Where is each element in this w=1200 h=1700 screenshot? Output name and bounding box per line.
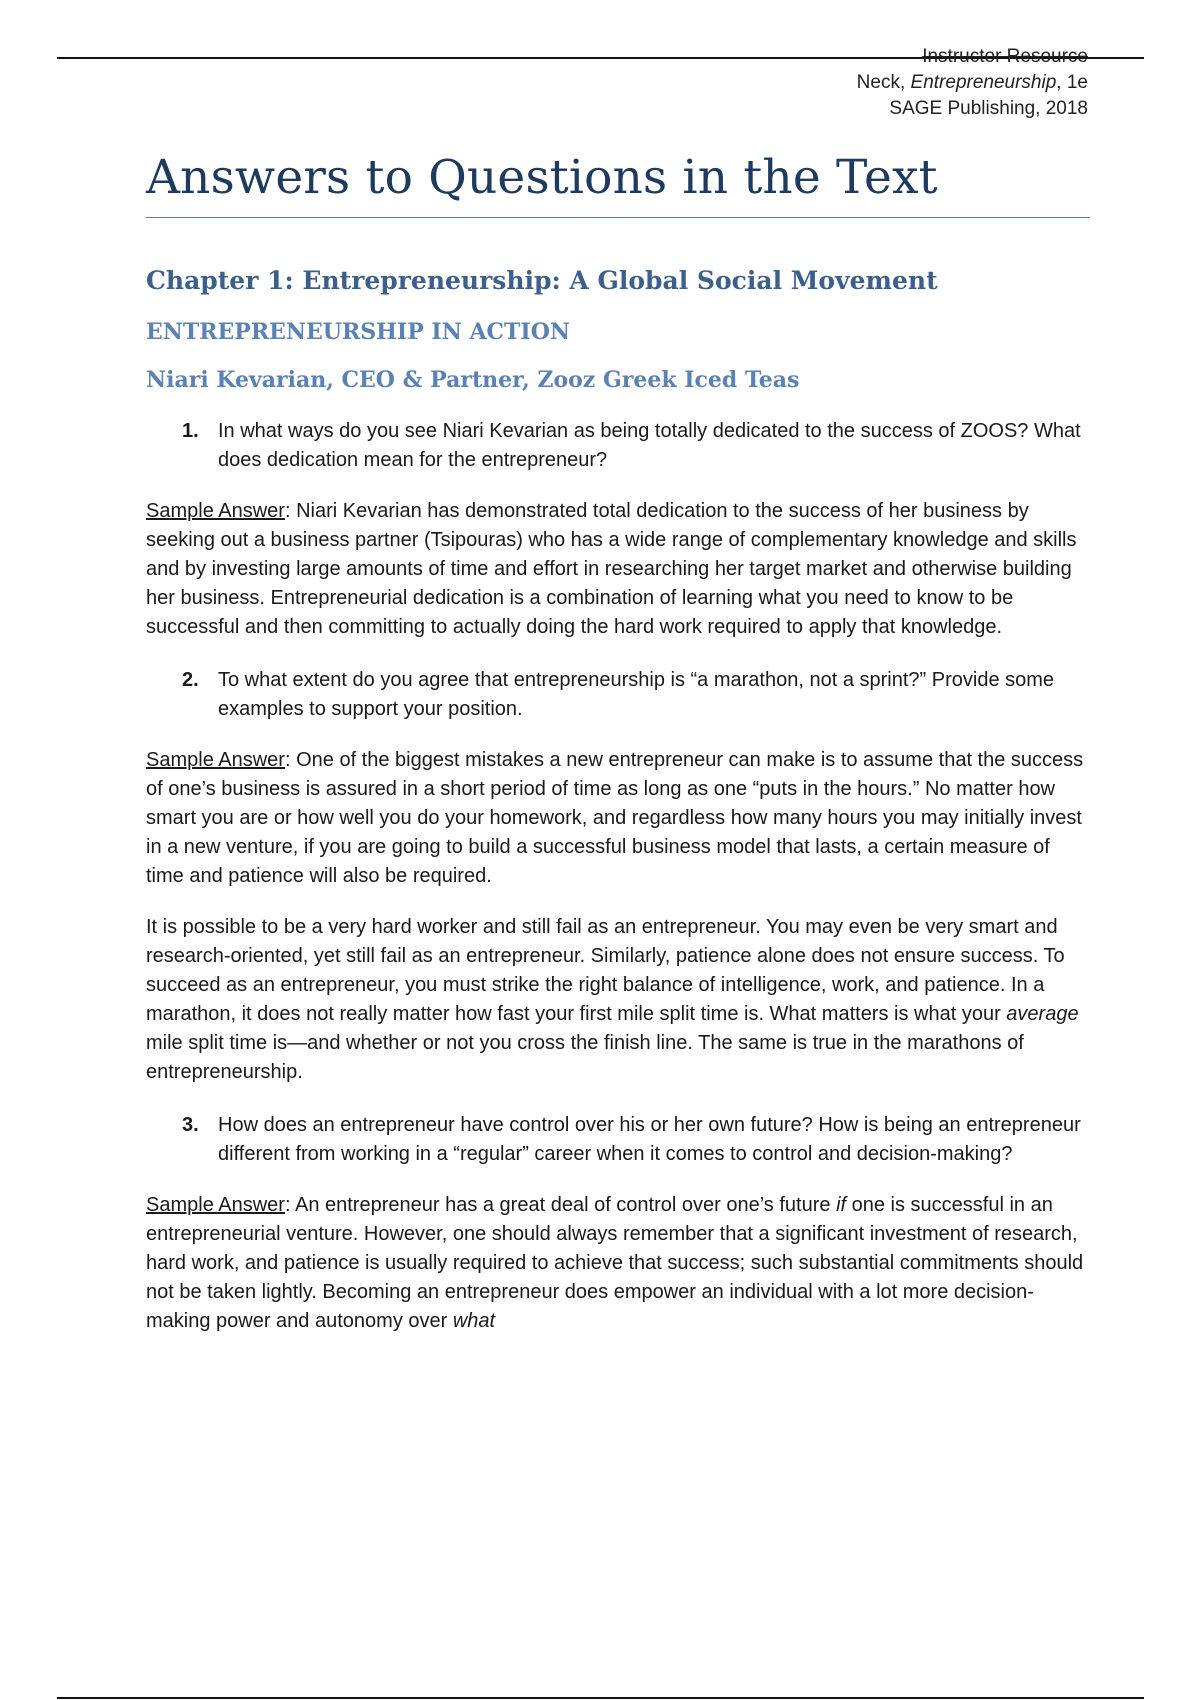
sample-answer-label: Sample Answer (146, 500, 285, 522)
question-number: 3. (182, 1114, 199, 1136)
question-text: To what extent do you agree that entrepreneurship is “a marathon, not a sprint?” Provide some examples to support your position. (218, 669, 1055, 720)
answer-text: : One of the biggest mistakes a new entrepreneur can make is to assume that the success of one’s business is assured in a short period of time as long as one “puts in the hours.” No matter how smart you are or how well you do your homework, and regardless how many hours you may initially invest in a new venture, if you are going to build a successful business model that lasts, a certain measure of time and patience will also be required. (146, 749, 1084, 887)
sample-answer-label: Sample Answer (146, 1194, 285, 1216)
emphasis-what: what (452, 1310, 496, 1332)
subsection-heading: Niari Kevarian, CEO & Partner, Zooz Greek Iced Teas (146, 367, 800, 393)
answer-1 (146, 497, 1090, 642)
question-number: 2. (182, 669, 199, 691)
answer-3: Sample Answer: An entrepreneur has a great deal of control over one’s future if one is successful in an entrepreneurial venture. However, one should always remember that a significant investment of research, hard work, and patience is usually required to achieve that success; such substantial commitments should not be taken lightly. Becoming an entrepreneur does empower an individual with a lot more decision-making power and autonomy over what (146, 1194, 1084, 1332)
question-text: How does an entrepreneur have control over his or her own future? How is being an entrepreneur different from working in a “regular” career when it comes to control and decision-making? (218, 1114, 1081, 1165)
emphasis-if: if (836, 1194, 847, 1216)
chapter-heading: Chapter 1: Entrepreneurship: A Global Social Movement (146, 266, 938, 295)
document-body (146, 150, 1090, 1336)
header-book-citation: Neck, Entrepreneurship, 1e (856, 72, 1088, 93)
page-title: Answers to Questions in the Text (146, 150, 1090, 218)
header-instructor-resource: Instructor Resource (922, 46, 1088, 67)
header-publisher: SAGE Publishing, 2018 (889, 98, 1088, 119)
answer-2 (146, 746, 1090, 891)
footer-rule (57, 1697, 1144, 1699)
question-text: In what ways do you see Niari Kevarian as being totally dedicated to the success of ZOOS? What does dedication mean for the entrepreneur? (218, 420, 1081, 471)
question-2 (146, 666, 1090, 724)
section-heading: ENTREPRENEURSHIP IN ACTION (146, 319, 570, 345)
answer-2-continued: It is possible to be a very hard worker and still fail as an entrepreneur. You may even be very smart and research-oriented, yet still fail as an entrepreneur. Similarly, patience alone does not ensure success. To succeed as an entrepreneur, you must strike the right balance of intelligence, work, and patience. In a marathon, it does not really matter how fast your first mile split time is. What matters is what your average mile split time is—and whether or not you cross the finish line. The same is true in the marathons of entrepreneurship. (146, 916, 1079, 1083)
answer-text: : Niari Kevarian has demonstrated total dedication to the success of her business by seeking out a business partner (Tsipouras) who has a wide range of complementary knowledge and skills and by investing large amounts of time and effort in researching her target market and otherwise building her business. Entrepreneurial dedication is a combination of learning what you need to know to be successful and then committing to actually doing the hard work required to apply that knowledge. (146, 500, 1077, 638)
question-number: 1. (182, 420, 199, 442)
question-3 (146, 1111, 1090, 1169)
header-book-title: Entrepreneurship (910, 72, 1057, 93)
question-1 (146, 417, 1090, 475)
sample-answer-label: Sample Answer (146, 749, 285, 771)
running-header (857, 44, 1088, 122)
emphasis-average: average (1006, 1003, 1079, 1025)
